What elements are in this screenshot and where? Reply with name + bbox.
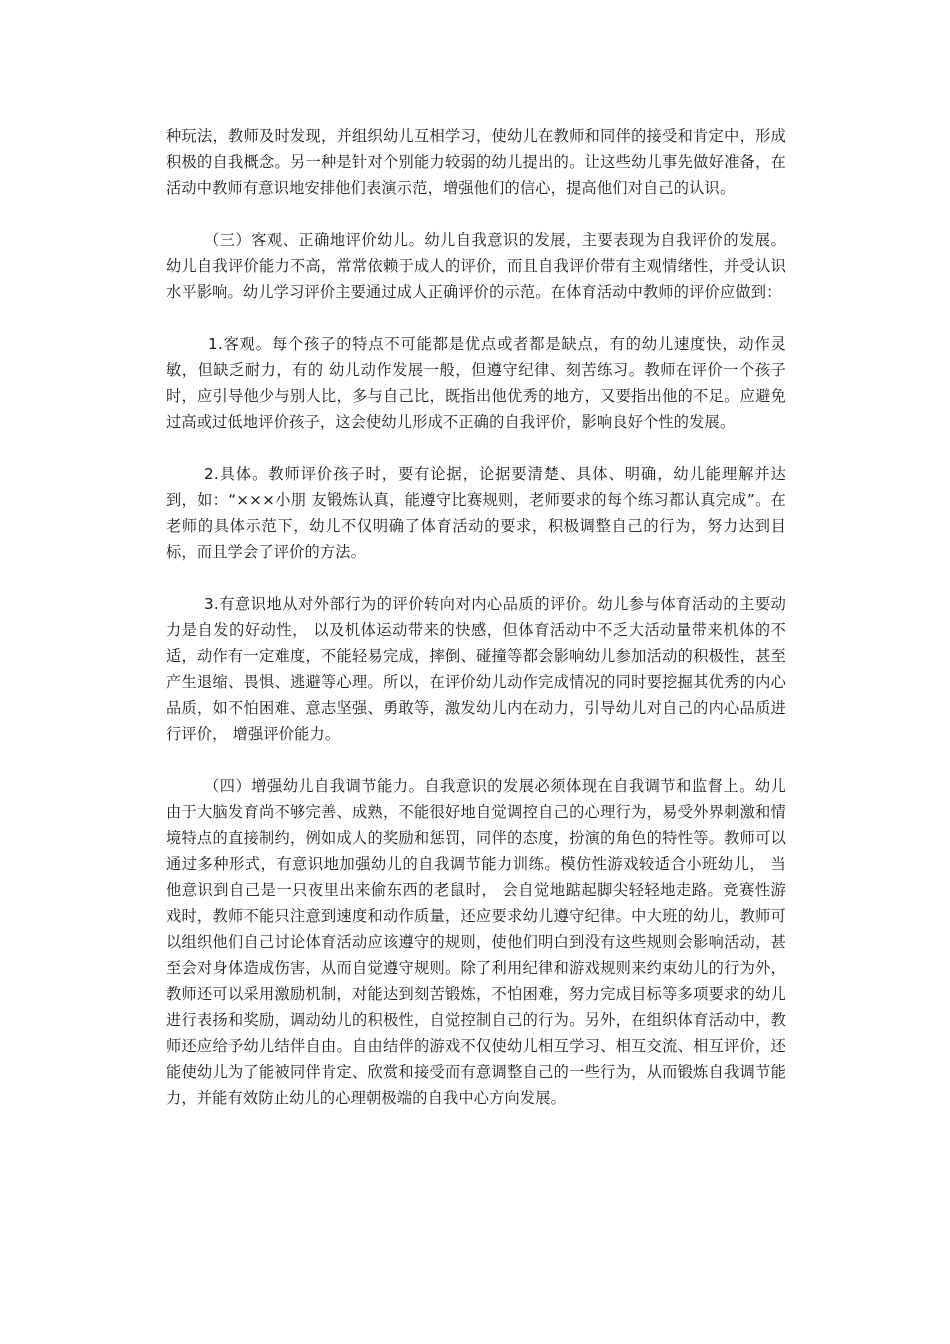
document-body [166,123,786,1137]
paragraph-point-3: 3.有意识地从对外部行为的评价转向对内心品质的评价。幼儿参与体育活动的主要动力是自发的好动性， 以及机体运动带来的快感，但体育活动中不乏大活动量带来机体的不适，动作有一定难度，不能轻易完成，摔倒、碰撞等都会影响幼儿参加活动的积极性，甚至产生退缩、畏惧、逃避等心理。所以，在评价幼儿动作完成情况的同时要挖掘其优秀的内心品质，如不怕困难、意志坚强、勇敢等，激发幼儿内在动力，引导幼儿对自己的内心品质进行评价， 增强评价能力。 [166,595,786,743]
paragraph-point-2: 2.具体。教师评价孩子时，要有论据，论据要清楚、具体、明确，幼儿能理解并达到，如：“×××小朋 友锻炼认真，能遵守比赛规则，老师要求的每个练习都认真完成”。在老师的具体示范下，幼儿不仅明确了体育活动的要求，积极调整自己的行为，努力达到目标，而且学会了评价的方法。 [166,465,786,561]
paragraph-section-3: （三）客观、正确地评价幼儿。幼儿自我意识的发展，主要表现为自我评价的发展。幼儿自我评价能力不高，常常依赖于成人的评价，而且自我评价带有主观情绪性，并受认识水平影响。幼儿学习评价主要通过成人正确评价的示范。在体育活动中教师的评价应做到： [166,231,786,301]
paragraph-section-4: （四）增强幼儿自我调节能力。自我意识的发展必须体现在自我调节和监督上。幼儿由于大脑发育尚不够完善、成熟，不能很好地自觉调控自己的心理行为，易受外界刺激和情境特点的直接制约，例如成人的奖励和惩罚，同伴的态度，扮演的角色的特性等。教师可以通过多种形式，有意识地加强幼儿的自我调节能力训练。模仿性游戏较适合小班幼儿， 当他意识到自己是一只夜里出来偷东西的老鼠时， 会自觉地踮起脚尖轻轻地走路。竞赛性游戏时，教师不能只注意到速度和动作质量，还应要求幼儿遵守纪律。中大班的幼儿，教师可以组织他们自己讨论体育活动应该遵守的规则，使他们明白到没有这些规则会影响活动，甚至会对身体造成伤害，从而自觉遵守规则。除了利用纪律和游戏规则来约束幼儿的行为外，教师还可以采用激励机制，对能达到刻苦锻炼，不怕困难，努力完成目标等多项要求的幼儿进行表扬和奖励，调动幼儿的积极性，自觉控制自己的行为。另外，在组织体育活动中，教师还应给予幼儿结伴自由。自由结伴的游戏不仅使幼儿相互学习、相互交流、相互评价，还能使幼儿为了能被同伴肯定、欣赏和接受而有意调整自己的一些行为，从而锻炼自我调节能力，并能有效防止幼儿的心理朝极端的自我中心方向发展。 [166,777,786,1107]
paragraph-point-1: 1.客观。每个孩子的特点不可能都是优点或者都是缺点，有的幼儿速度快，动作灵敏，但缺乏耐力，有的 幼儿动作发展一般，但遵守纪律、刻苦练习。教师在评价一个孩子时，应引导他少与别人比，多与自己比，既指出他优秀的地方，又要指出他的不足。应避免过高或过低地评价孩子，这会使幼儿形成不正确的自我评价，影响良好个性的发展。 [166,335,786,431]
paragraph-continuation: 种玩法，教师及时发现，并组织幼儿互相学习，使幼儿在教师和同伴的接受和肯定中，形成积极的自我概念。另一种是针对个别能力较弱的幼儿提出的。让这些幼儿事先做好准备，在活动中教师有意识地安排他们表演示范，增强他们的信心，提高他们对自己的认识。 [166,127,786,197]
